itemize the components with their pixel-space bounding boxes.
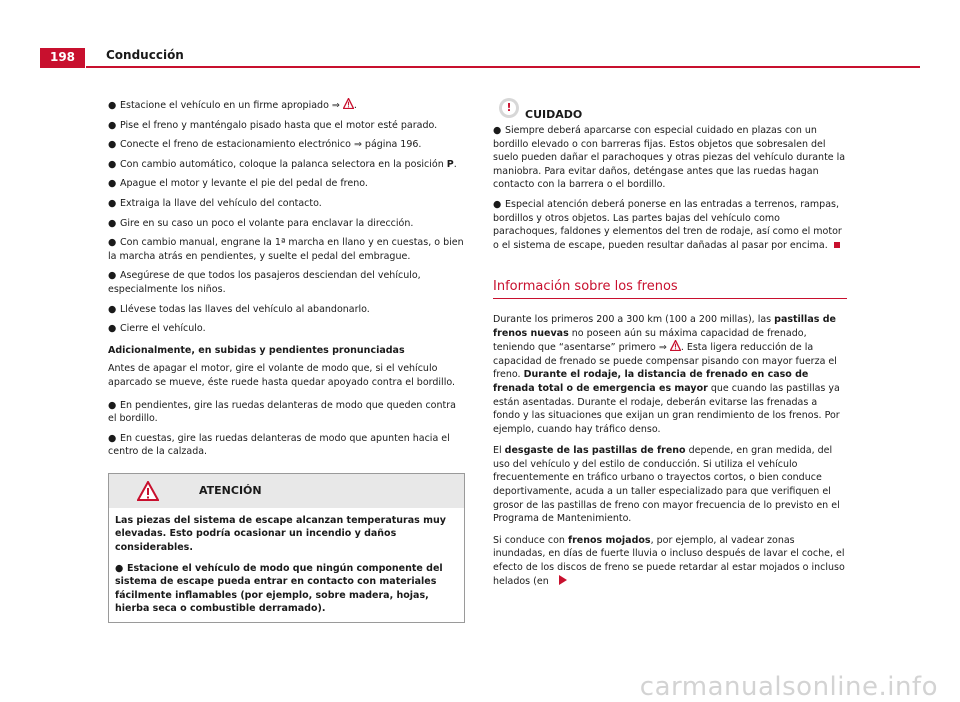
list-item: ● Pise el freno y manténgalo pisado hasta que el motor esté parado. (108, 119, 438, 131)
list-item: ● Especial atención deberá ponerse en las entradas a terrenos, rampas, bordillos y otros objetos. Las partes bajas del vehículo como parachoques, faldones y elementos del tren de rodaje, así como el motor o el sistema de escape, pueden resultar dañadas al pasar por encima. (493, 198, 842, 251)
warning-triangle-icon (137, 481, 159, 501)
list-item: ● Extraiga la llave del vehículo del contacto. (108, 197, 322, 209)
list-item: ● Conecte el freno de estacionamiento electrónico ⇒ página 196. (108, 139, 422, 151)
list-item: ● Cierre el vehículo. (108, 323, 206, 335)
right-column (493, 98, 847, 593)
list-item: ● Con cambio automático, coloque la palanca selectora en la posición P. (108, 158, 457, 170)
header-divider (86, 66, 920, 68)
list-item: ● Estacione el vehículo de modo que ningún componente del sistema de escape pueda entrar en contacto con materiales fácilmente inflamables (por ejemplo, sobre madera, hojas, hierba seca o combustible derramado). (115, 562, 443, 615)
list-item: ● Llévese todas las llaves del vehículo al abandonarlo. (108, 303, 370, 315)
warning-body (109, 508, 464, 622)
list-item: ● Siempre deberá aparcarse con especial cuidado en plazas con un bordillo elevado o con barreras fijas. Estos objetos que sobresalen del suelo pueden dañar el parachoques y otras piezas del vehículo durante la maniobra. Para evitar daños, deténgase antes que las ruedas hagan contacto con la barrera o el bordillo. (493, 125, 846, 191)
end-marker-icon (834, 242, 840, 248)
watermark: carmanualsonline.info (639, 672, 938, 702)
page-header-title: Conducción (106, 48, 184, 62)
continue-arrow-icon (559, 575, 567, 585)
list-item: ● Apague el motor y levante el pie del pedal de freno. (108, 178, 368, 190)
page-number: 198 (40, 48, 85, 68)
warning-title: ATENCIÓN (199, 484, 262, 498)
list-item: ● En cuestas, gire las ruedas delanteras de modo que apunten hacia el centro de la calzada. (108, 432, 450, 458)
exclamation-icon: ! (499, 98, 519, 118)
paragraph: Durante los primeros 200 a 300 km (100 a 200 millas), las pastillas de frenos nuevas no poseen aún su máxima capacidad de frenado, teniendo que “asentarse” primero ⇒ . Esta ligera reducción de la capacidad de frenado se puede compensar pisando con mayor fuerza el freno. Durante el rodaje, la distancia de frenado en caso de frenada total o de emergencia es mayor que cuando las pastillas ya están asentadas. Durante el rodaje, deberán evitarse las frenadas a fondo y las situaciones que exijan un gran rendimiento de los frenos. Por ejemplo, cuando hay tráfico denso. (493, 313, 840, 435)
paragraph: Antes de apagar el motor, gire el volante de modo que, si el vehículo aparcado se mueve, éste ruede hasta quedar apoyado contra el bordillo. (108, 363, 455, 388)
warning-header (109, 474, 464, 508)
left-column (108, 98, 464, 623)
list-item: ● En pendientes, gire las ruedas delanteras de modo que queden contra el bordillo. (108, 399, 456, 425)
list-item: ● Con cambio manual, engrane la 1ª marcha en llano y en cuestas, o bien la marcha atrás en pendientes, y suelte el pedal del embrague. (108, 237, 464, 262)
section-title: Información sobre los frenos (493, 280, 847, 299)
list-item: ● Estacione el vehículo en un firme apropiado ⇒ . (108, 100, 357, 111)
paragraph: Si conduce con frenos mojados, por ejemplo, al vadear zonas inundadas, en días de fuerte lluvia o incluso después de lavar el coche, el efecto de los discos de freno se puede retardar al estar mojados o incluso helados (en (493, 534, 845, 587)
list-item: ● Asegúrese de que todos los pasajeros desciendan del vehículo, especialmente los niños. (108, 270, 421, 295)
caution-header (493, 98, 847, 122)
warning-triangle-icon (343, 98, 354, 109)
subheading: Adicionalmente, en subidas y pendientes pronunciadas (108, 344, 405, 356)
warning-triangle-icon (670, 340, 681, 351)
warning-text: Las piezas del sistema de escape alcanzan temperaturas muy elevadas. Esto podría ocasionar un incendio y daños considerables. (115, 514, 446, 554)
warning-box (108, 473, 465, 623)
list-item: ● Gire en su caso un poco el volante para enclavar la dirección. (108, 217, 414, 229)
paragraph: El desgaste de las pastillas de freno depende, en gran medida, del uso del vehículo y del estilo de conducción. Si utiliza el vehículo frecuentemente en tráfico urbano o trayectos cortos, o bien conduce deportivamente, acuda a un taller especializado para que verifiquen el grosor de las pastillas de freno con mayor frecuencia de lo previsto en el Programa de Mantenimiento. (493, 445, 840, 525)
steps-list (108, 98, 464, 336)
caution-title: CUIDADO (525, 108, 583, 122)
